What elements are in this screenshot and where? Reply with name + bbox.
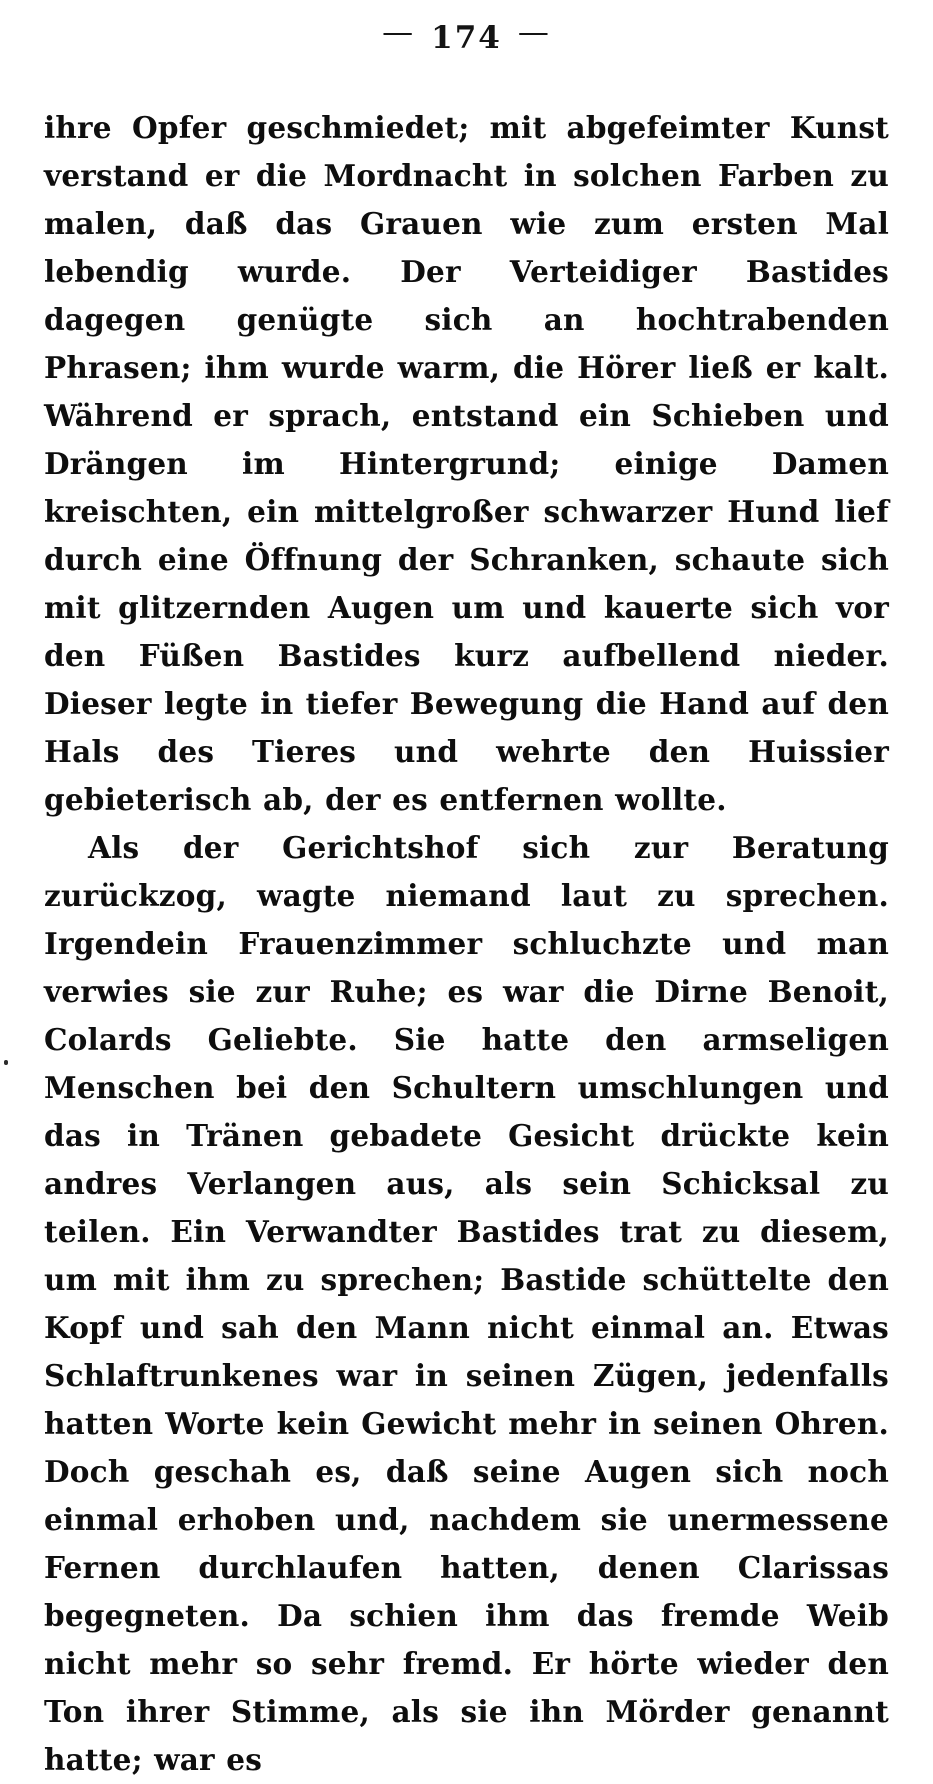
page-header [0,14,933,56]
page-number: 174 [431,20,502,56]
page-edge-speck [4,1060,8,1065]
header-dash-right: — [517,14,551,50]
book-page [0,14,933,1777]
paragraph-1: ihre Opfer geschmiedet; mit abgefeimter Kunst verstand er die Mordnacht in solchen Farben zu malen, daß das Grauen wie zum ersten Mal lebendig wurde. Der Verteidiger Bastides dagegen genügte sich an hochtrabenden Phrasen; ihm wurde warm, die Hörer ließ er kalt. Während er sprach, entstand ein Schieben und Drängen im Hintergrund; einige Damen kreischten, ein mittelgroßer schwarzer Hund lief durch eine Öffnung der Schranken, schaute sich mit glitzernden Augen um und kauerte sich vor den Füßen Bastides kurz aufbellend nieder. Dieser legte in tiefer Bewegung die Hand auf den Hals des Tieres und wehrte den Huissier gebieterisch ab, der es entfernen wollte. [44,110,889,817]
paragraph-2: Als der Gerichtshof sich zur Beratung zurückzog, wagte niemand laut zu sprechen. Irgendein Frauenzimmer schluchzte und man verwies sie zur Ruhe; es war die Dirne Benoit, Colards Geliebte. Sie hatte den armseligen Menschen bei den Schultern umschlungen und das in Tränen gebadete Gesicht drückte kein andres Verlangen aus, als sein Schicksal zu teilen. Ein Verwandter Bastides trat zu diesem, um mit ihm zu sprechen; Bastide schüttelte den Kopf und sah den Mann nicht einmal an. Etwas Schlaftrunkenes war in seinen Zügen, jedenfalls hatten Worte kein Gewicht mehr in seinen Ohren. Doch geschah es, daß seine Augen sich noch einmal erhoben und, nachdem sie unermessene Fernen durchlaufen hatten, denen Clarissas begegneten. Da schien ihm das fremde Weib nicht mehr so sehr fremd. Er hörte wieder den Ton ihrer Stimme, als sie ihn Mörder genannt hatte; war es [44,830,889,1777]
header-dash-left: — [382,14,416,50]
page-body [44,104,889,1784]
